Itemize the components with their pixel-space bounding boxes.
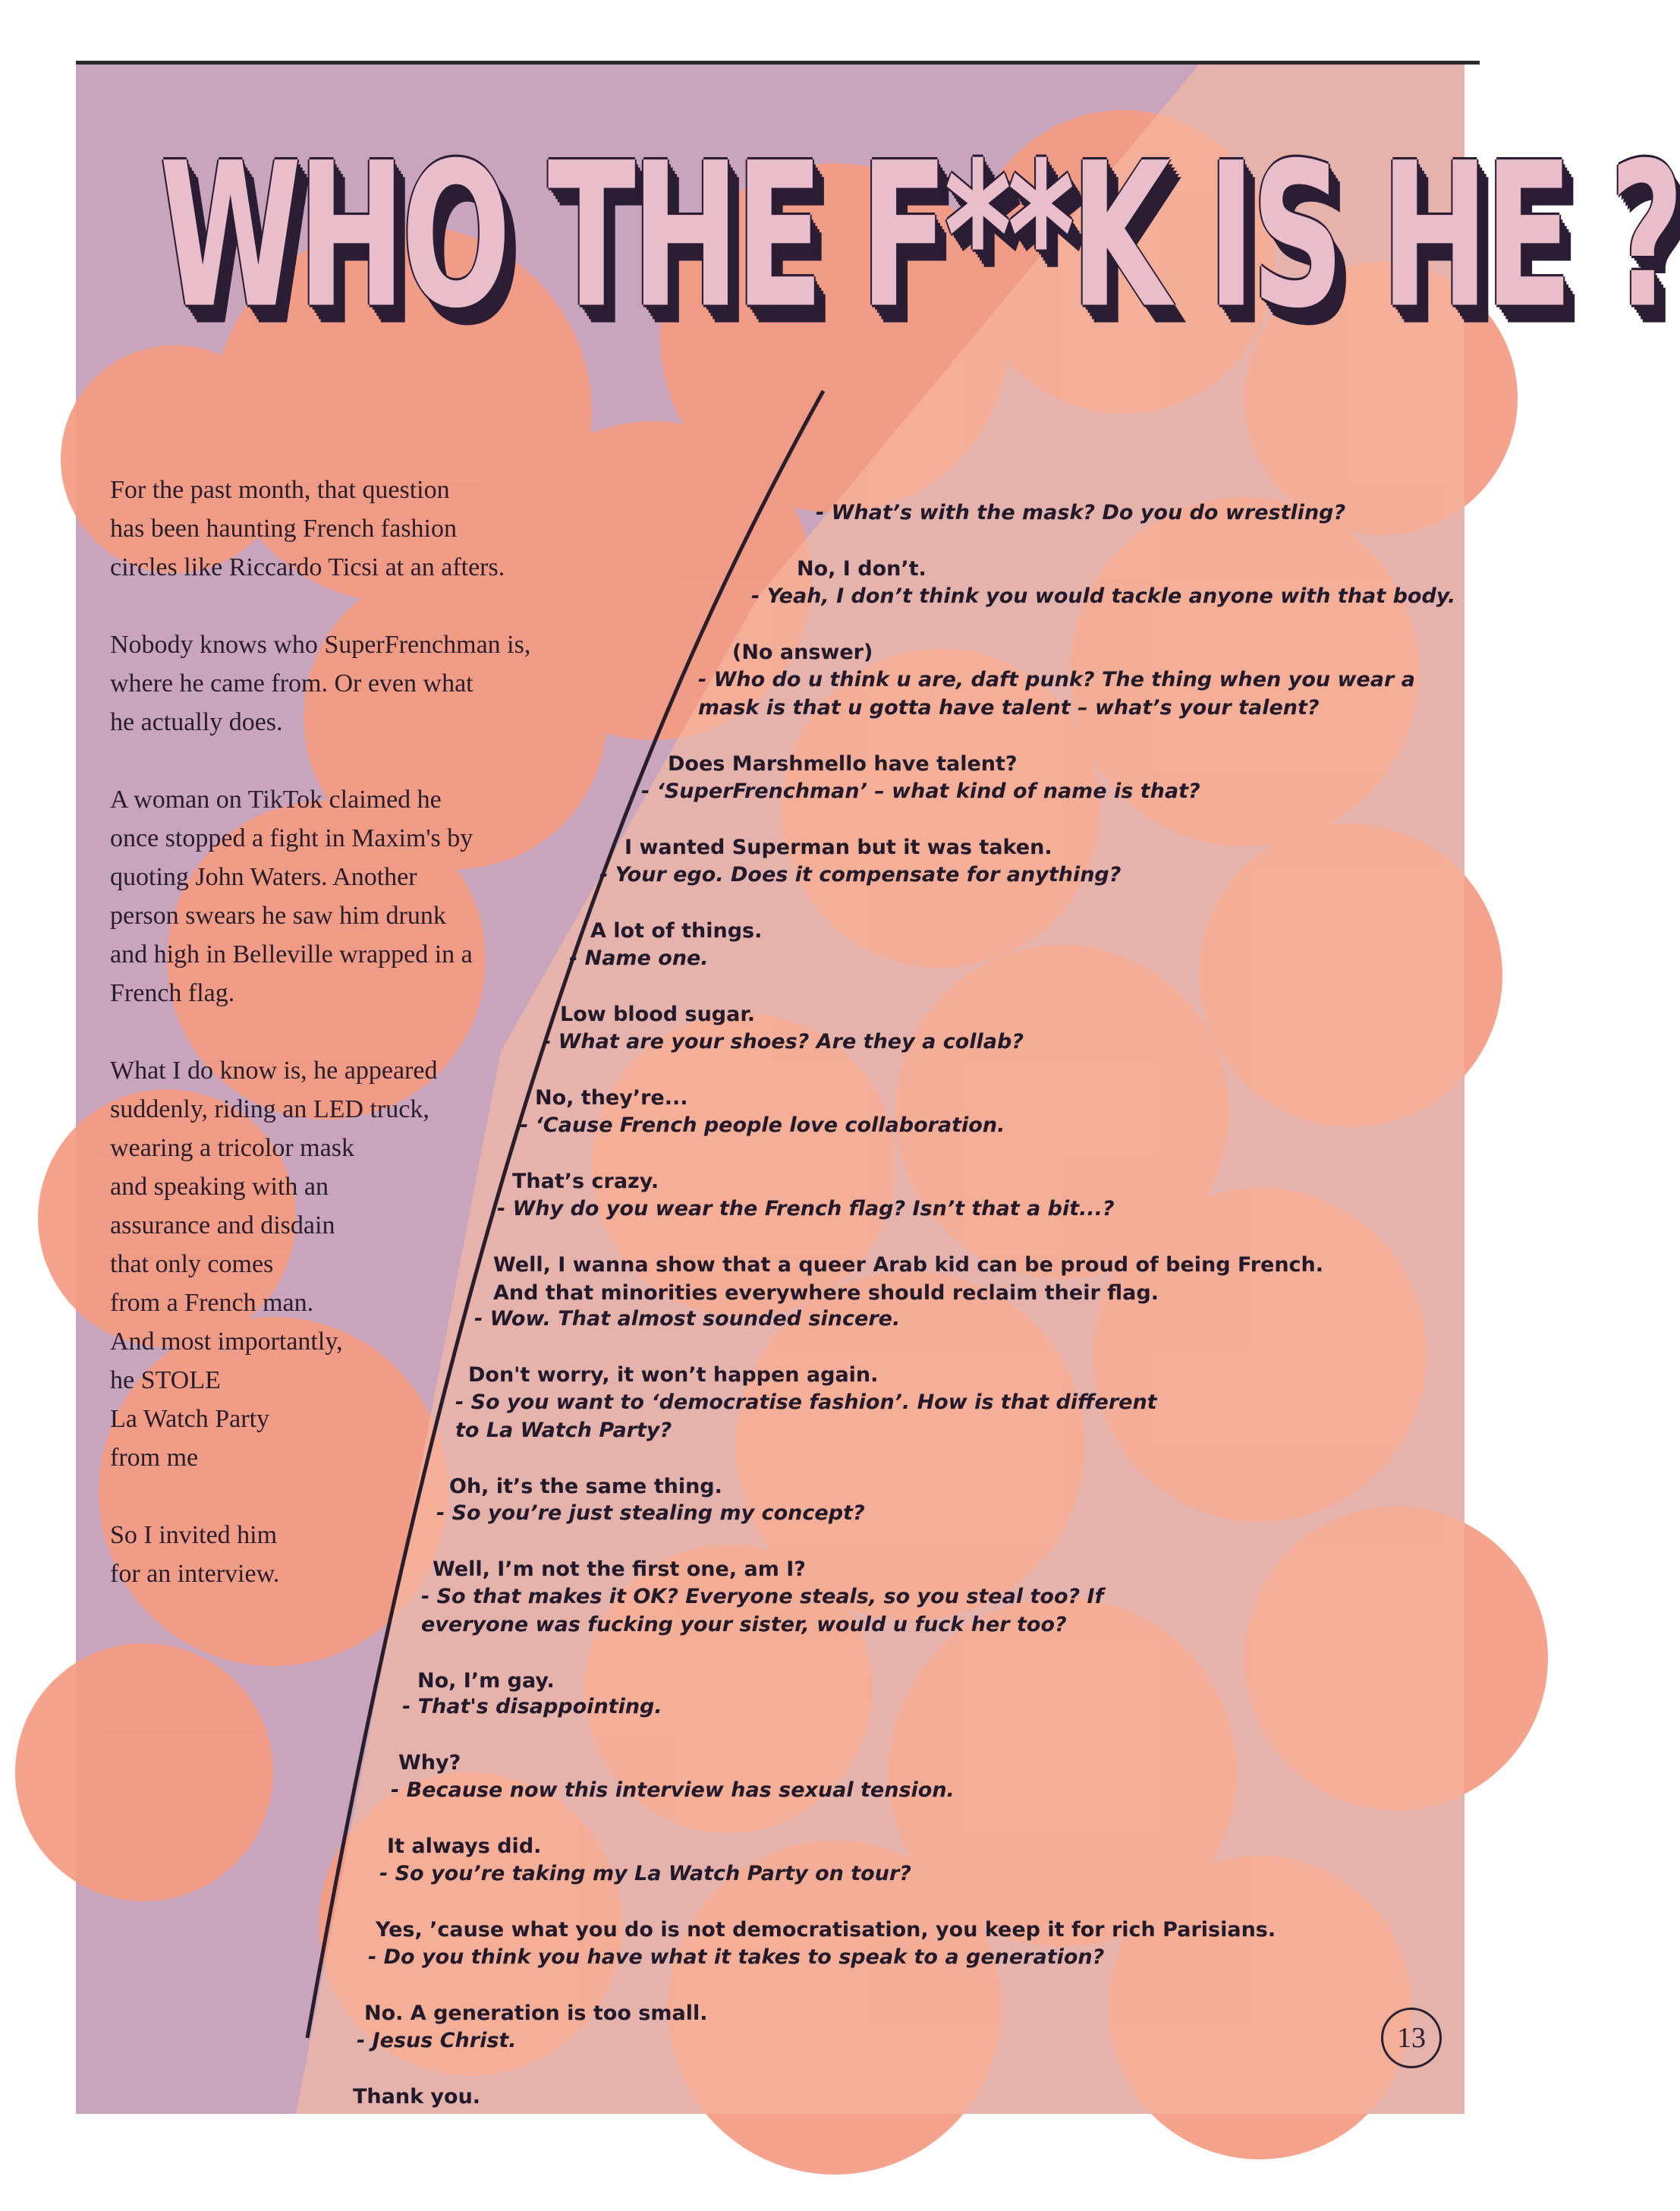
page-number: 13 (1381, 2008, 1442, 2068)
interview-question: - Do you think you have what it takes to speak to a generation? (368, 1945, 1105, 1969)
interview-question: - ‘Cause French people love collaboration. (520, 1113, 1005, 1137)
interview-question: - ‘SuperFrenchman’ – what kind of name is that? (641, 780, 1200, 803)
intro-paragraph: For the past month, that question has been haunting French fashion circles like Riccardo Ticsi at an afters. (110, 476, 505, 581)
interview-answer: I wanted Superman but it was taken. (624, 836, 1052, 859)
interview-answer: It always did. (387, 1835, 542, 1858)
interview-answer: Low blood sugar. (560, 1003, 756, 1026)
interview-answer: Does Marshmello have talent? (668, 752, 1018, 776)
interview-question: - Wow. That almost sounded sincere. (474, 1307, 901, 1331)
interview-answer: That’s crazy. (512, 1170, 659, 1193)
interview-answer: No. A generation is too small. (364, 2002, 708, 2025)
interview-question: - Because now this interview has sexual tension. (391, 1778, 955, 1802)
interview-question: - So you’re taking my La Watch Party on tour? (379, 1862, 911, 1885)
intro-paragraph: What I do know is, he appeared suddenly, riding an LED truck, wearing a tricolor mask and speaking with an assurance and disdain that only comes from a French man. And most importantly, he STOLE La Watch Party from me (110, 1057, 438, 1472)
intro-paragraph: Nobody knows who SuperFrenchman is, where he came from. Or even what he actually does. (110, 631, 531, 736)
interview-question: - So that makes it OK? Everyone steals, so you steal too? If everyone was fucking your sister, would u fuck her too? (421, 1585, 1104, 1636)
interview-question: - So you’re just stealing my concept? (436, 1501, 865, 1525)
interview-answer: No, I’m gay. (417, 1669, 555, 1693)
magazine-page (76, 65, 1680, 2114)
interview-question: - Yeah, I don’t think you would tackle anyone with that body. (751, 584, 1456, 608)
interview-question: - Who do u think u are, daft punk? The thing when you wear a mask is that u gotta have talent – what’s your talent? (698, 668, 1415, 720)
interview-answer: (No answer) (732, 641, 873, 664)
interview-answer: Don't worry, it won’t happen again. (468, 1363, 879, 1387)
interview-answer: Yes, ’cause what you do is not democratisation, you keep it for rich Parisians. (376, 1918, 1276, 1942)
interview-question: - Your ego. Does it compensate for anything? (599, 863, 1122, 887)
headline (159, 119, 1680, 425)
interview-question: - That's disappointing. (402, 1695, 662, 1718)
interview-question: - Name one. (569, 946, 709, 970)
interview-answer: No, I don’t. (797, 557, 927, 581)
interview-question: - Why do you wear the French flag? Isn’t that a bit...? (497, 1197, 1115, 1220)
interview-answer: Oh, it’s the same thing. (449, 1475, 722, 1498)
headline-text: WHO THE F**K IS HE ? (159, 119, 1680, 352)
intro-paragraph: So I invited him for an interview. (110, 1521, 280, 1588)
interview-answer: Thank you. (353, 2085, 481, 2109)
interview-answer: No, they’re... (535, 1086, 688, 1110)
interview-question: - What’s with the mask? Do you do wrestling? (816, 501, 1346, 524)
interview-answer: Why? (398, 1751, 461, 1775)
interview-question: - So you want to ‘democratise fashion’. How is that different to La Watch Party? (455, 1391, 1157, 1442)
interview-answer: A lot of things. (590, 919, 763, 943)
interview-answer: Well, I’m not the first one, am I? (433, 1557, 806, 1581)
interview-answer: Well, I wanna show that a queer Arab kid can be proud of being French. And that minorities everywhere should reclaim their flag. (493, 1253, 1324, 1305)
interview-question: - What are your shoes? Are they a collab? (543, 1030, 1024, 1054)
intro-paragraph: A woman on TikTok claimed he once stopped a fight in Maxim's by quoting John Waters. Another person swears he saw him drunk and high in Belleville wrapped in a French flag. (110, 786, 473, 1007)
interview-question: - Jesus Christ. (357, 2029, 517, 2052)
interview-exchange (353, 1998, 517, 2139)
